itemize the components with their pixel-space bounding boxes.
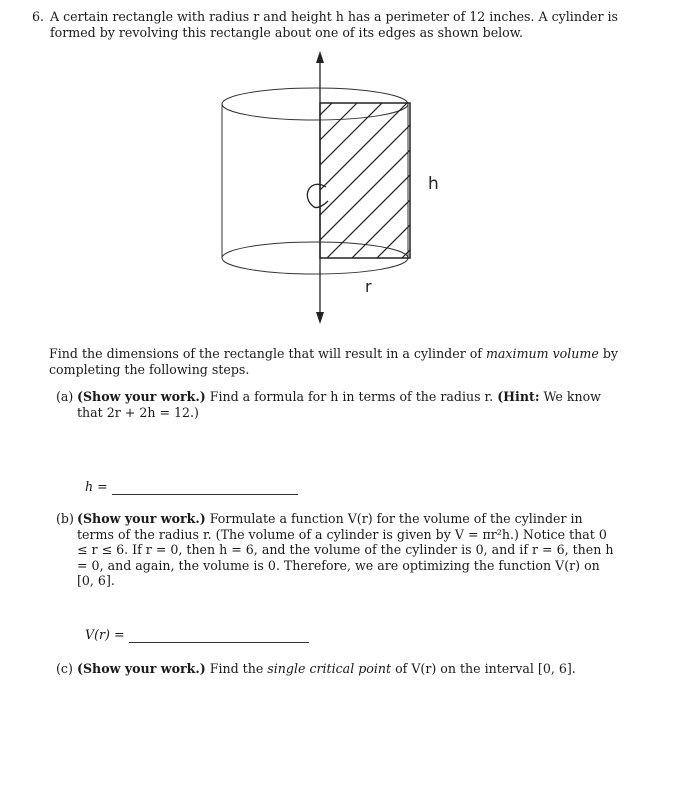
part-b-show-work: (Show your work.)	[77, 511, 206, 526]
answer-a-blank[interactable]	[112, 482, 298, 495]
instructions	[49, 346, 619, 377]
part-c-text-before: Find the	[209, 661, 264, 676]
answer-line-b[interactable]	[85, 627, 309, 643]
answer-b-blank[interactable]	[129, 630, 309, 643]
part-c	[56, 661, 616, 677]
rotation-arrow	[307, 184, 328, 207]
part-b	[56, 511, 616, 589]
part-b-label: (b)	[56, 511, 74, 526]
problem-intro-text: A certain rectangle with radius r and height h has a perimeter of 12 inches. A cylinder is formed by revolving this rectangle about one of its edges as shown below.	[50, 9, 618, 40]
part-a-text: Find a formula for h in terms of the radius r.	[209, 389, 494, 404]
axis-arrow-top	[316, 51, 324, 63]
answer-a-label: h =	[85, 479, 108, 494]
part-a-show-work: (Show your work.)	[77, 389, 206, 404]
cylinder-figure	[200, 45, 460, 330]
height-label: h	[428, 174, 439, 194]
part-c-show-work: (Show your work.)	[77, 661, 206, 676]
instructions-text-after: by completing the following steps.	[49, 346, 618, 377]
axis-arrow-bottom	[316, 312, 324, 324]
problem-intro	[32, 9, 622, 40]
answer-b-label: V(r) =	[85, 627, 125, 642]
cylinder-top-ellipse	[222, 88, 408, 120]
part-b-text: Formulate a function V(r) for the volume of the cylinder in terms of the radius r. (The volume of a cylinder is given by V = πr²h.) Notice that 0 ≤ r ≤ 6. If r = 0, then h = 6, and the volume of the cylinder is 0, and if r = 6, then h = 0, and again, the volume is 0. Therefore, we are optimizing the function V(r) on [0, 6].	[77, 511, 614, 588]
part-c-emphasis: single critical point	[267, 661, 392, 676]
instructions-emphasis: maximum volume	[485, 346, 599, 361]
part-a-hint-text: We know that 2r + 2h = 12.)	[77, 389, 601, 420]
part-a-label: (a)	[56, 389, 74, 404]
answer-line-a[interactable]	[85, 479, 298, 495]
problem-number: 6.	[32, 9, 45, 24]
part-c-label: (c)	[56, 661, 73, 676]
instructions-text-before: Find the dimensions of the rectangle that will result in a cylinder of	[49, 346, 482, 361]
radius-label: r	[365, 277, 372, 296]
part-a-hint-label: (Hint:	[497, 389, 540, 404]
part-a	[56, 389, 616, 420]
part-c-text-after: of V(r) on the interval [0, 6].	[395, 661, 576, 676]
